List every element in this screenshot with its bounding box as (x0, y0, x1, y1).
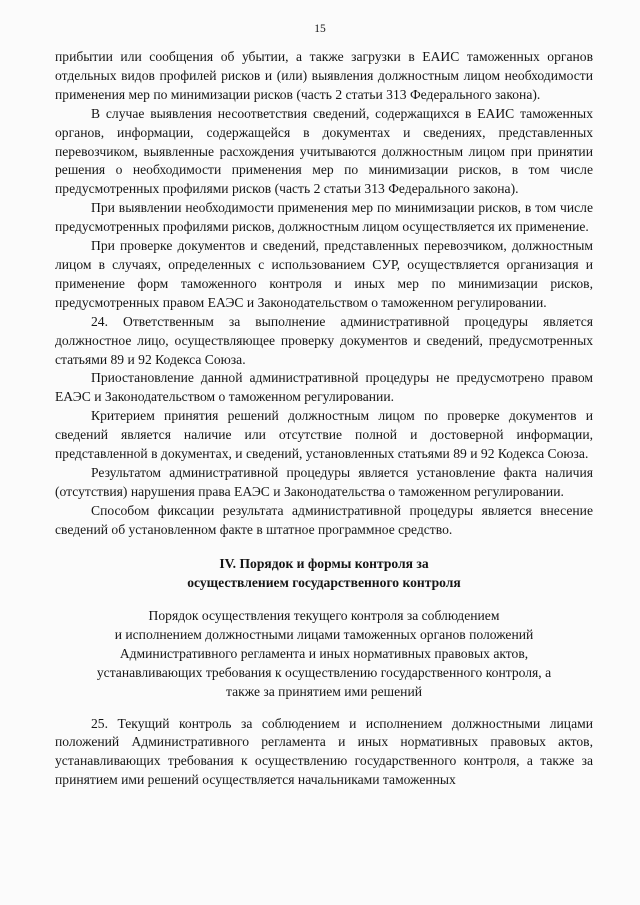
subsection-heading-line: Порядок осуществления текущего контроля за соблюдением (148, 607, 500, 623)
section-heading (55, 554, 593, 592)
paragraph: Приостановление данной административной процедуры не предусмотрено правом ЕАЭС и Законодательством о таможенном регулировании. (55, 370, 593, 405)
paragraph: Результатом административной процедуры является установление факта наличия (отсутствия) нарушения права ЕАЭС и Законодательства о таможенном регулировании. (55, 464, 593, 499)
document-body (55, 48, 593, 790)
subsection-heading-line: устанавливающих требования к осуществлению государственного контроля, а (96, 664, 552, 680)
paragraph: В случае выявления несоответствия сведений, содержащихся в ЕАИС таможенных органов, информации, содержащейся в документах и сведениях, представленных перевозчиком, выявленные расхождения учитываются должностным лицом при принятии решения о необходимости применения мер по минимизации рисков, в том числе предусмотренных профилями рисков (часть 2 статьи 313 Федерального закона). (55, 105, 593, 197)
section-heading-line: осуществлением государственного контроля (187, 574, 461, 590)
subsection-heading-line: и исполнением должностными лицами таможенных органов положений (114, 626, 534, 642)
paragraph: Способом фиксации результата административной процедуры является внесение сведений об установленном факте в штатное программное средство. (55, 502, 593, 537)
subsection-heading-line: также за принятием ими решений (225, 683, 423, 699)
paragraph: Критерием принятия решений должностным лицом по проверке документов и сведений является наличие или отсутствие полной и достоверной информации, представленной в документах, и сведений, установленных статьями 89 и 92 Кодекса Союза. (55, 408, 593, 462)
paragraph: При проверке документов и сведений, представленных перевозчиком, должностным лицом в случаях, определенных с использованием СУР, осуществляется организация и применение форм таможенного контроля и иных мер по минимизации рисков, предусмотренных правом ЕАЭС и Законодательством о таможенном регулировании. (55, 238, 593, 310)
paragraph: прибытии или сообщения об убытии, а также загрузки в ЕАИС таможенных органов отдельных видов профилей рисков и (или) выявления должностным лицом необходимости применения мер по минимизации рисков (часть 2 статьи 313 Федерального закона). (55, 49, 593, 102)
page-number: 15 (314, 23, 326, 35)
paragraph: 25. Текущий контроль за соблюдением и исполнением должностными лицами положений Административного регламента и иных нормативных правовых актов, устанавливающих требования к осуществлению государственного контроля, а также за принятием ими решений осуществляется начальниками таможенных (55, 715, 593, 788)
paragraph: При выявлении необходимости применения мер по минимизации рисков, в том числе предусмотренных профилями рисков, должностным лицом осуществляется их применение. (55, 200, 593, 235)
subsection-heading (55, 606, 593, 701)
paragraph: 24. Ответственным за выполнение административной процедуры является должностное лицо, осуществляющее проверку документов и сведений, предусмотренных статьями 89 и 92 Кодекса Союза. (55, 313, 593, 367)
subsection-heading-line: Административного регламента и иных нормативных правовых актов, (119, 645, 529, 661)
section-heading-line: IV. Порядок и формы контроля за (219, 555, 429, 571)
